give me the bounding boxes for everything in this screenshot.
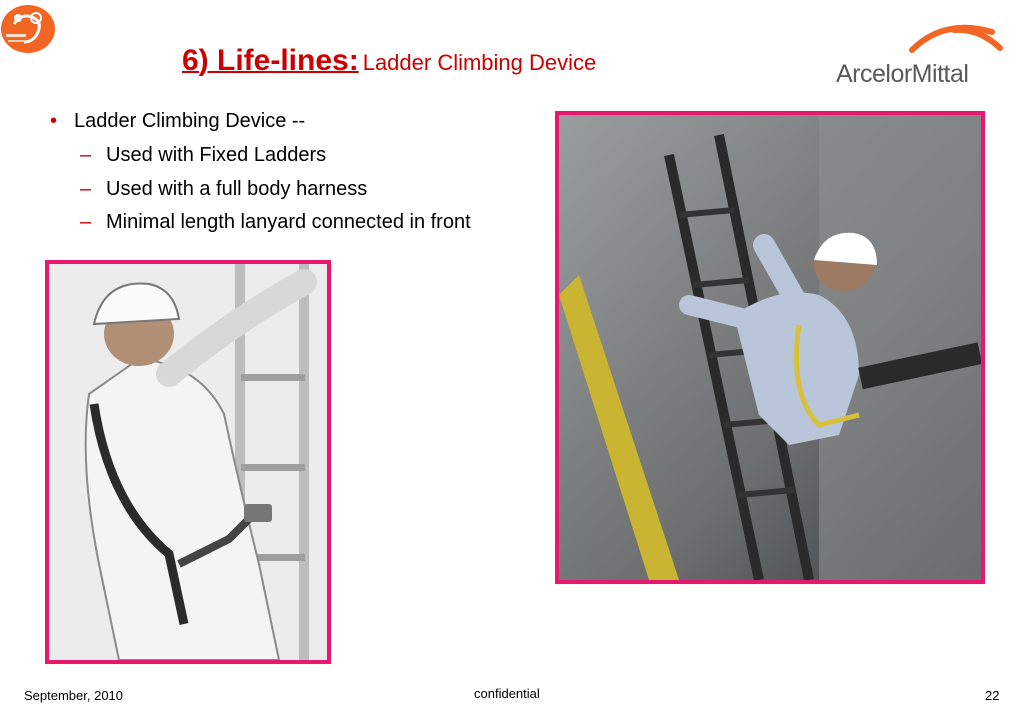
footer-date: September, 2010 [24,688,124,703]
bullet-dot-icon: • [50,110,58,132]
bullet-sub-text: Used with Fixed Ladders [106,144,327,166]
arcelormittal-logo [834,20,1004,90]
bullet-sub-item [80,145,326,165]
company-badge-logo [0,4,56,54]
bullet-sub-text: Used with a full body harness [106,178,368,200]
footer-page-number: 22 [985,688,1000,703]
slide-title-subtitle: Ladder Climbing Device [362,50,597,75]
worker-climbing-ladder-photo [45,260,331,664]
slide-title-main: 6) Life-lines: [182,44,359,77]
dash-icon: – [80,144,92,166]
dash-icon: – [80,211,92,233]
worker-fixed-ladder-shaft-photo [555,111,985,584]
bullet-main [50,111,305,131]
bullet-main-text: Ladder Climbing Device -- [74,110,306,132]
bullet-sub-item [80,179,367,199]
slide-title [182,46,596,76]
footer-classification: confidential [474,686,540,701]
bullet-sub-text: Minimal length lanyard connected in front [106,211,471,233]
bullet-sub-item [80,212,471,232]
dash-icon: – [80,178,92,200]
brand-name: ArcelorMittal [836,60,969,88]
